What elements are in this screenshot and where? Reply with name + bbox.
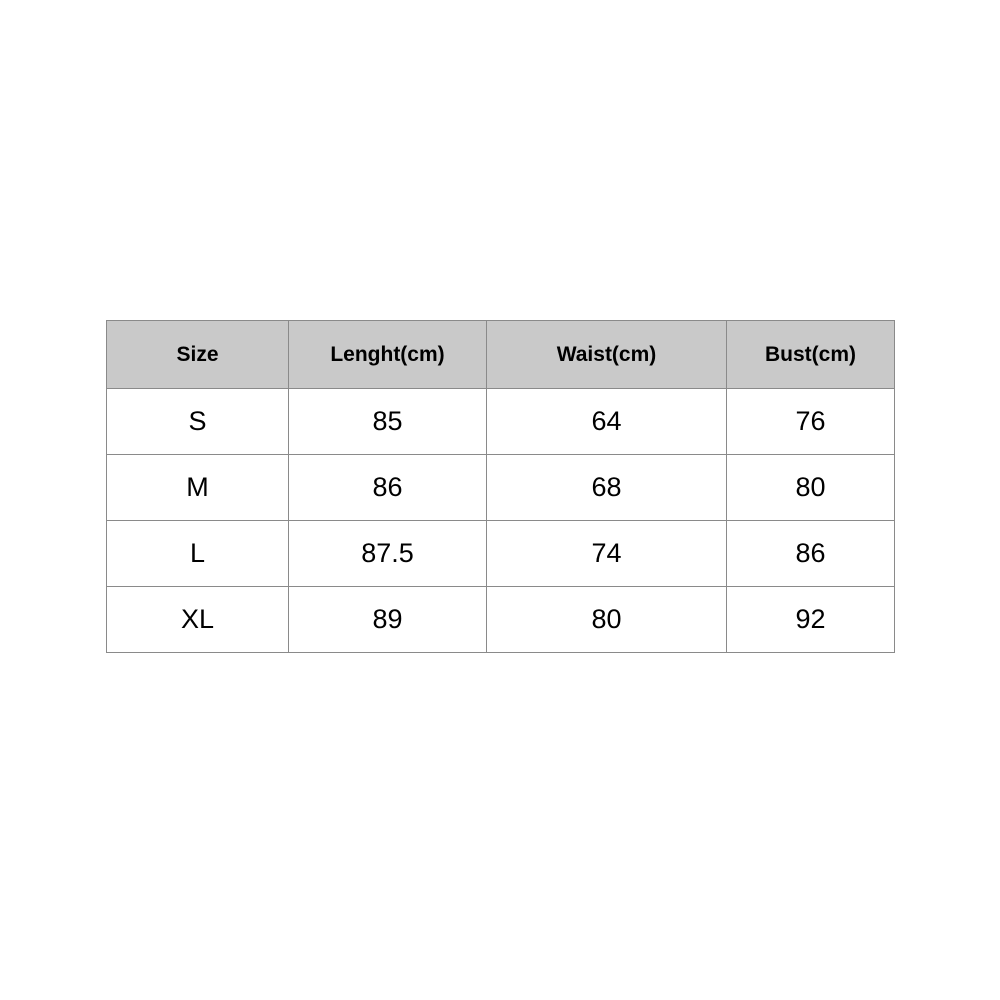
size-chart-body	[107, 389, 895, 653]
table-row	[107, 587, 895, 653]
cell-length: 89	[289, 587, 487, 653]
cell-bust: 92	[727, 587, 895, 653]
size-chart-container	[106, 320, 894, 653]
column-header-length: Lenght(cm)	[289, 321, 487, 389]
column-header-bust: Bust(cm)	[727, 321, 895, 389]
table-row	[107, 389, 895, 455]
column-header-waist: Waist(cm)	[487, 321, 727, 389]
cell-length: 87.5	[289, 521, 487, 587]
table-row	[107, 521, 895, 587]
cell-waist: 68	[487, 455, 727, 521]
cell-bust: 80	[727, 455, 895, 521]
cell-size: XL	[107, 587, 289, 653]
cell-size: S	[107, 389, 289, 455]
size-chart-header	[107, 321, 895, 389]
column-header-size: Size	[107, 321, 289, 389]
cell-waist: 80	[487, 587, 727, 653]
table-header-row	[107, 321, 895, 389]
cell-bust: 76	[727, 389, 895, 455]
cell-size: M	[107, 455, 289, 521]
cell-waist: 74	[487, 521, 727, 587]
cell-waist: 64	[487, 389, 727, 455]
cell-length: 86	[289, 455, 487, 521]
table-row	[107, 455, 895, 521]
cell-length: 85	[289, 389, 487, 455]
cell-bust: 86	[727, 521, 895, 587]
size-chart-table	[106, 320, 895, 653]
cell-size: L	[107, 521, 289, 587]
